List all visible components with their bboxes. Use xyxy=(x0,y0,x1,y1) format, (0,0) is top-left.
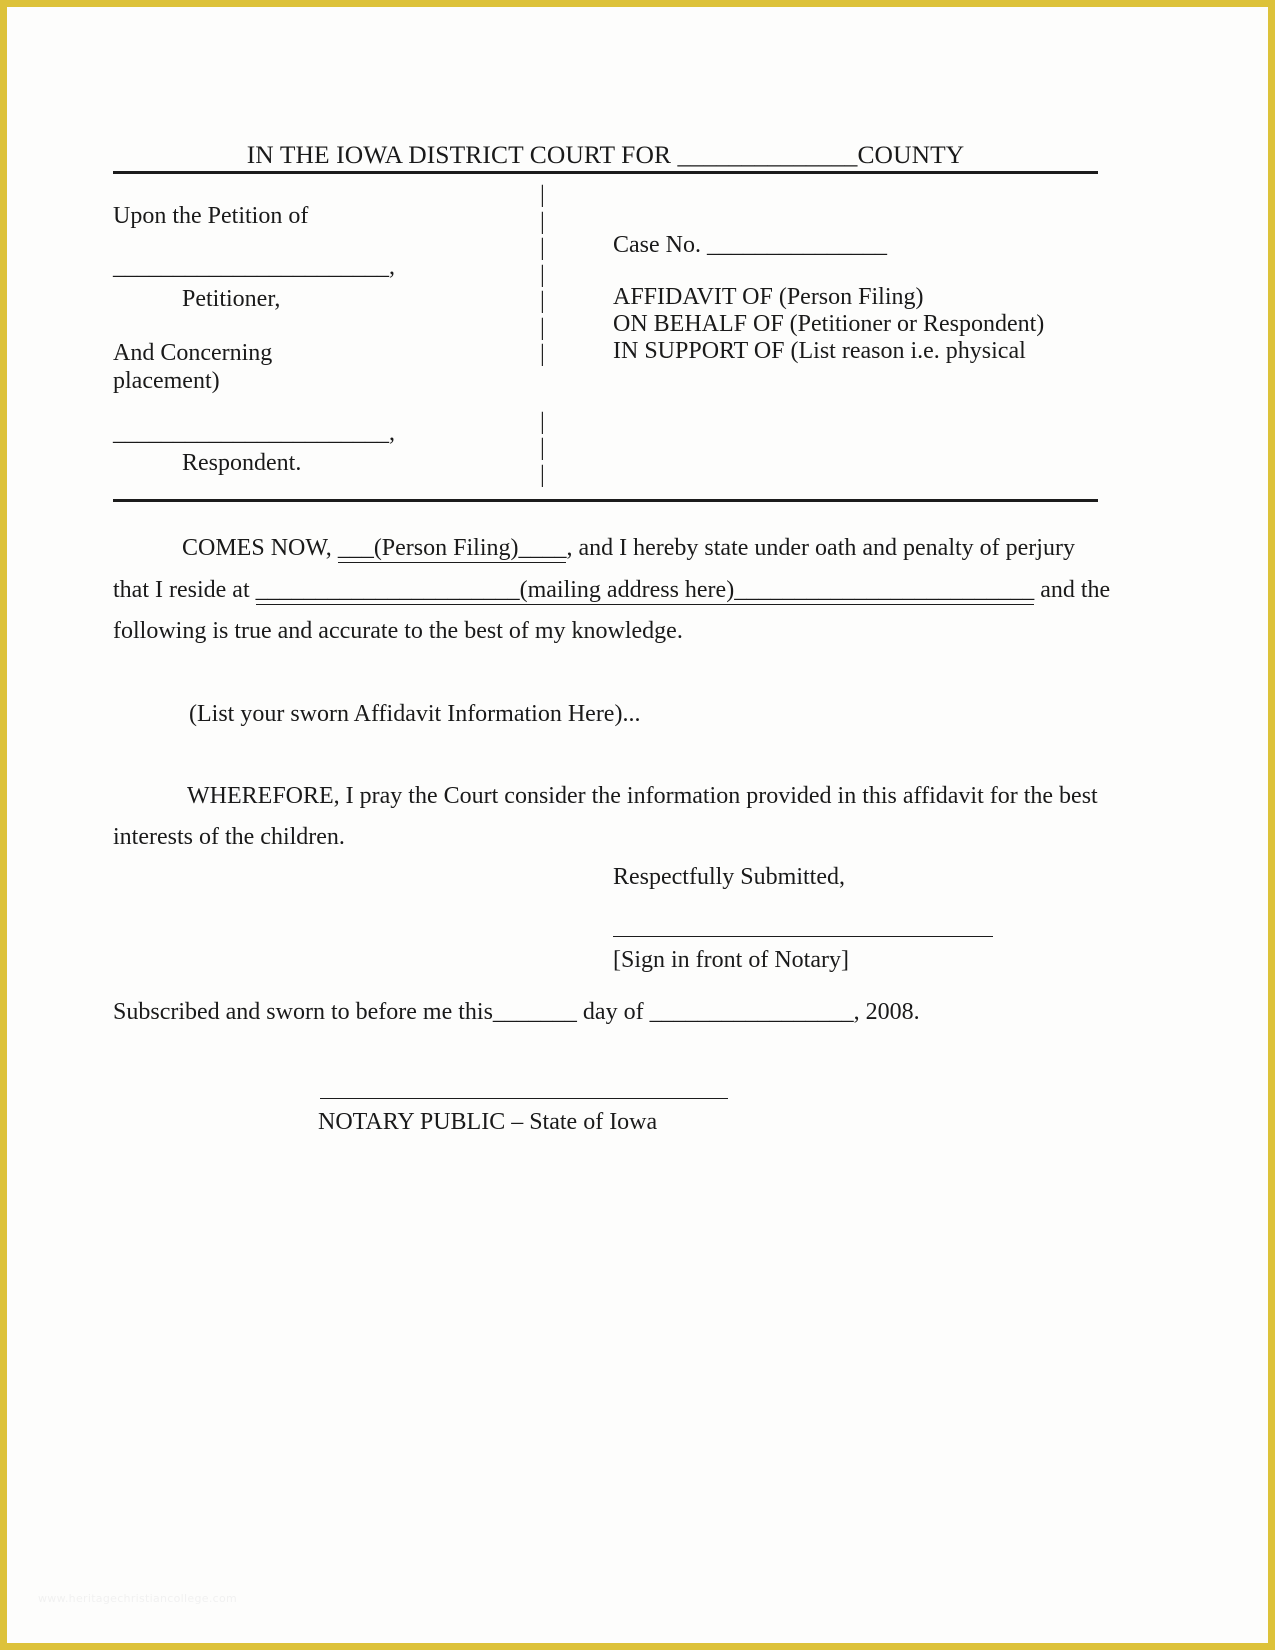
subscribed-and-sworn-line xyxy=(113,997,920,1027)
caption-placement-continuation: placement) xyxy=(113,368,220,394)
reside-prefix: that I reside at xyxy=(113,577,256,603)
wherefore-line-2: interests of the children. xyxy=(113,824,345,850)
court-heading: IN THE IOWA DISTRICT COURT FOR ______________COUNTY xyxy=(246,140,965,169)
caption-respondent-blank-line: _______________________, xyxy=(113,420,395,446)
signature-line[interactable] xyxy=(613,936,993,937)
comes-now-suffix: , and I hereby state under oath and penalty of perjury xyxy=(566,535,1075,561)
caption-divider-pipe: | xyxy=(540,461,545,488)
body-reside-line-3: following is true and accurate to the best of my knowledge. xyxy=(113,618,683,644)
caption-respondent-label: Respondent. xyxy=(182,450,302,476)
caption-divider-pipe: | xyxy=(540,261,545,288)
caption-upon-petition-of: Upon the Petition of xyxy=(113,203,309,229)
caption-divider-pipe: | xyxy=(540,182,545,208)
reside-blank-lead: ______________________ xyxy=(255,577,520,603)
mailing-address-fill-in[interactable] xyxy=(256,577,1035,605)
notary-public-label: NOTARY PUBLIC – State of Iowa xyxy=(318,1109,658,1135)
wherefore-line-1: WHEREFORE, I pray the Court consider the information provided in this affidavit for the best xyxy=(187,783,1098,809)
caption-divider-pipe: | xyxy=(540,435,545,462)
caption-divider-pipe: | xyxy=(540,235,545,261)
reside-blank-trail: _________________________ xyxy=(734,577,1035,603)
sworn-info-placeholder[interactable]: (List your sworn Affidavit Information Here)... xyxy=(189,701,641,727)
subscribed-day-of: day of xyxy=(576,999,650,1025)
caption-in-support-of: IN SUPPORT OF (List reason i.e. physical xyxy=(613,338,1026,364)
caption-divider-pipe: | xyxy=(540,408,545,435)
subscribed-prefix: Subscribed and sworn to before me this xyxy=(113,999,493,1025)
reside-suffix: and the xyxy=(1034,577,1111,603)
caption-divider-pipe: | xyxy=(540,288,545,314)
caption-on-behalf-of: ON BEHALF OF (Petitioner or Respondent) xyxy=(613,311,1045,337)
site-watermark: www.heritagechristiancollege.com xyxy=(38,1592,238,1605)
person-filing-fill-in[interactable] xyxy=(338,535,567,563)
notary-signature-line[interactable] xyxy=(320,1098,728,1099)
caption-divider-pipe: | xyxy=(540,341,545,367)
caption-top-rule xyxy=(113,171,1098,174)
comes-now-blank-lead: ___ xyxy=(337,535,374,561)
sign-in-front-of-notary-note: [Sign in front of Notary] xyxy=(613,947,849,973)
caption-affidavit-of: AFFIDAVIT OF (Person Filing) xyxy=(613,284,924,310)
body-reside-line xyxy=(113,575,1110,605)
comes-now-prefix: COMES NOW, xyxy=(182,535,338,561)
subscribed-year: , 2008. xyxy=(853,999,920,1025)
caption-petitioner-blank-line: _______________________, xyxy=(113,254,395,280)
comes-now-blank-trail: ____ xyxy=(518,535,567,561)
caption-bottom-rule xyxy=(113,499,1098,502)
subscribed-day-blank[interactable]: _______ xyxy=(492,999,577,1025)
subscribed-date-blank[interactable]: _________________ xyxy=(649,999,854,1025)
caption-divider-pipe: | xyxy=(540,314,545,341)
caption-case-number: Case No. _______________ xyxy=(613,232,887,258)
person-filing-placeholder: (Person Filing) xyxy=(373,535,519,561)
mailing-address-placeholder: (mailing address here) xyxy=(519,577,735,603)
body-comes-now-line xyxy=(182,533,1075,563)
respectfully-submitted-label: Respectfully Submitted, xyxy=(613,864,845,890)
caption-divider-pipe: | xyxy=(540,208,545,235)
caption-and-concerning: And Concerning xyxy=(113,340,273,366)
caption-petitioner-label: Petitioner, xyxy=(182,286,281,312)
